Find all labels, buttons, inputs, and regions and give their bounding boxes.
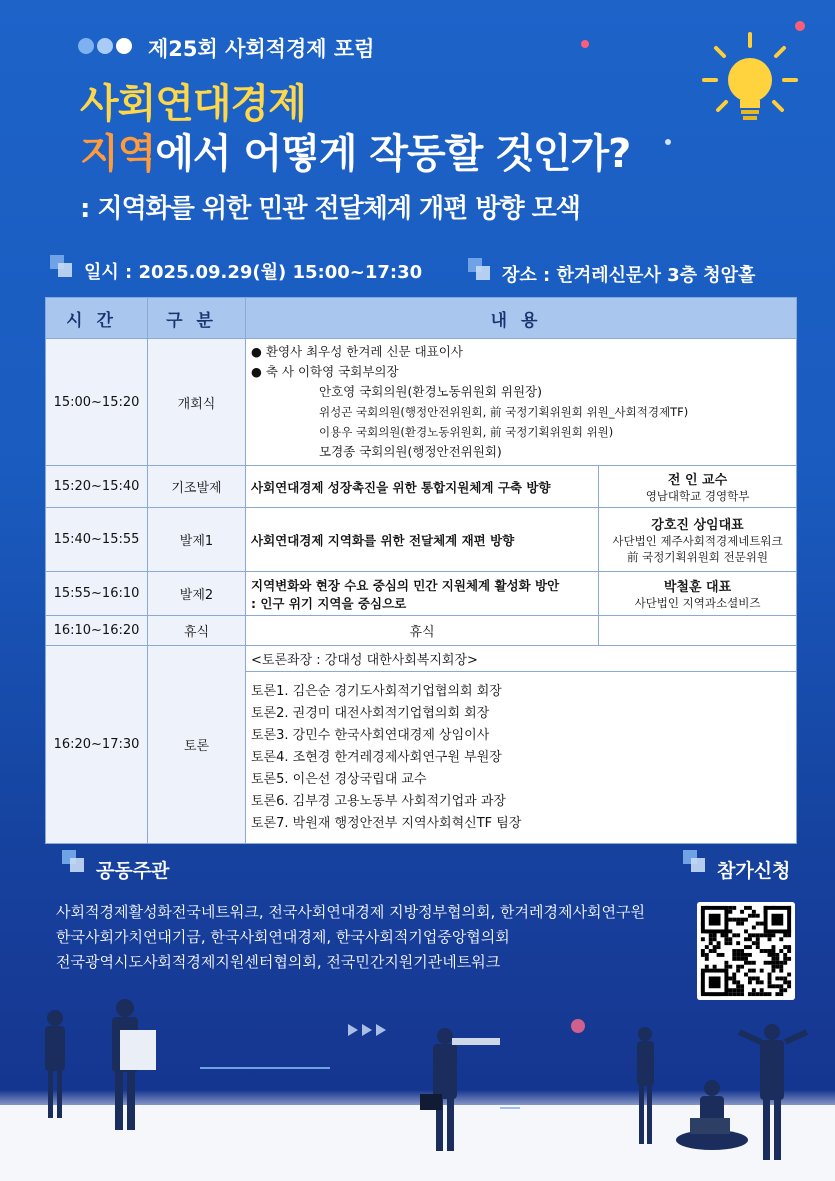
- list-item: ● 축 사 이학영 국회부의장: [251, 364, 399, 379]
- title-rest: 에서 어떻게 작동할 것인가?: [155, 131, 631, 177]
- speaker-cell: [599, 508, 797, 572]
- time-cell: 16:20~17:30: [46, 646, 148, 844]
- table-row: [46, 466, 797, 508]
- speaker-affiliation: 영남대학교 경영학부: [645, 489, 750, 503]
- kind-cell: 토론: [148, 646, 246, 844]
- list-item: 모경종 국회의원(행정안전위원회): [319, 444, 502, 459]
- header-time: 시간: [46, 298, 148, 339]
- time-cell: 15:00~15:20: [46, 339, 148, 466]
- list-item: 토론4. 조현경 한겨레경제사회연구원 부원장: [251, 749, 502, 765]
- venue: 장소 : 한겨레신문사 3층 청암홀: [502, 265, 756, 286]
- bullet-square-icon: [62, 850, 84, 872]
- topic-cell: 사회연대경제 성장촉진을 위한 통합지원체계 구축 방향: [246, 466, 599, 508]
- main-title-line1: 사회연대경제: [80, 81, 306, 127]
- business-people-illustration: [0, 990, 835, 1181]
- list-item: 토론3. 강민수 한국사회연대경제 상임이사: [251, 727, 490, 743]
- bullet-square-icon: [683, 850, 705, 872]
- list-item: 토론6. 김부경 고용노동부 사회적기업과 과장: [251, 793, 506, 809]
- speaker-affiliation: 사단법인 제주사회적경제네트워크: [612, 534, 783, 548]
- title-dots: [78, 38, 132, 54]
- time-cell: 15:20~15:40: [46, 466, 148, 508]
- kind-cell: 기조발제: [148, 466, 246, 508]
- subtitle: : 지역화를 위한 민관 전달체계 개편 방향 모색: [80, 194, 580, 224]
- list-item: 토론1. 김은순 경기도사회적기업협의회 회장: [251, 683, 502, 699]
- list-item: ● 환영사 최우성 한겨레 신문 대표이사: [251, 344, 463, 359]
- table-row: [46, 616, 797, 646]
- header-kind: 구분: [148, 298, 246, 339]
- table-row: [46, 646, 797, 672]
- main-title-line2: [80, 122, 630, 179]
- hosts-title: 공동주관: [96, 860, 170, 882]
- list-item: 안호영 국회의원(환경노동위원회 위원장): [319, 384, 542, 399]
- list-item: 토론2. 권경미 대전사회적기업협의회 회장: [251, 705, 490, 721]
- panel-cell: [246, 672, 797, 844]
- datetime: 일시 : 2025.09.29(월) 15:00~17:30: [84, 262, 423, 283]
- list-item: 전국광역시도사회적경제지원센터협의회, 전국민간지원기관네트워크: [56, 953, 501, 971]
- list-item: 이용우 국회의원(환경노동위원회, 前 국정기획위원회 위원): [319, 425, 614, 439]
- speaker-cell: [599, 572, 797, 616]
- speaker-name: 박철훈 대표: [663, 580, 732, 595]
- bullet-square-icon: [468, 258, 490, 280]
- list-item: 토론7. 박원재 행정안전부 지역사회혁신TF 팀장: [251, 815, 522, 831]
- table-row: [46, 572, 797, 616]
- qr-code-icon[interactable]: [697, 902, 795, 1000]
- title-highlight: 지역: [80, 131, 156, 177]
- topic-line: : 인구 위기 지역을 중심으로: [251, 595, 407, 611]
- schedule-table: [45, 297, 797, 844]
- table-row: [46, 508, 797, 572]
- speaker-cell: [599, 466, 797, 508]
- topic-cell: 사회연대경제 지역화를 위한 전달체계 재편 방향: [246, 508, 599, 572]
- bullet-square-icon: [50, 255, 72, 277]
- speaker-name: 전 인 교수: [667, 473, 728, 488]
- hosts-list: [56, 900, 645, 975]
- list-item: 사회적경제활성화전국네트워크, 전국사회연대경제 지방정부협의회, 한겨레경제사회연구원: [56, 903, 645, 921]
- apply-title: 참가신청: [717, 860, 791, 882]
- time-cell: 16:10~16:20: [46, 616, 148, 646]
- content-cell: [246, 339, 797, 466]
- list-item: 위성곤 국회의원(행정안전위원회, 前 국정기획위원회 위원_사회적경제TF): [319, 405, 689, 419]
- forum-label: 제25회 사회적경제 포럼: [148, 37, 375, 61]
- table-row: [46, 339, 797, 466]
- content-cell: 휴식: [246, 616, 599, 646]
- topic-line: 지역변화와 현장 수요 중심의 민간 지원체계 활성화 방안: [251, 577, 560, 593]
- light-bulb-icon: [700, 30, 810, 140]
- speaker-name: 강호진 상임대표: [651, 518, 744, 533]
- chair-cell: <토론좌장 : 강대성 대한사회복지회장>: [246, 646, 797, 672]
- speaker-affiliation: 前 국정기획위원회 전문위원: [627, 550, 769, 564]
- list-item: 토론5. 이은선 경상국립대 교수: [251, 771, 427, 787]
- kind-cell: 개회식: [148, 339, 246, 466]
- time-cell: 15:40~15:55: [46, 508, 148, 572]
- header-content: 내용: [246, 298, 797, 339]
- time-cell: 15:55~16:10: [46, 572, 148, 616]
- list-item: 한국사회가치연대기금, 한국사회연대경제, 한국사회적기업중앙협의회: [56, 928, 510, 946]
- kind-cell: 발제2: [148, 572, 246, 616]
- speaker-affiliation: 사단법인 지역과소셜비즈: [634, 596, 761, 610]
- topic-cell: [246, 572, 599, 616]
- kind-cell: 휴식: [148, 616, 246, 646]
- kind-cell: 발제1: [148, 508, 246, 572]
